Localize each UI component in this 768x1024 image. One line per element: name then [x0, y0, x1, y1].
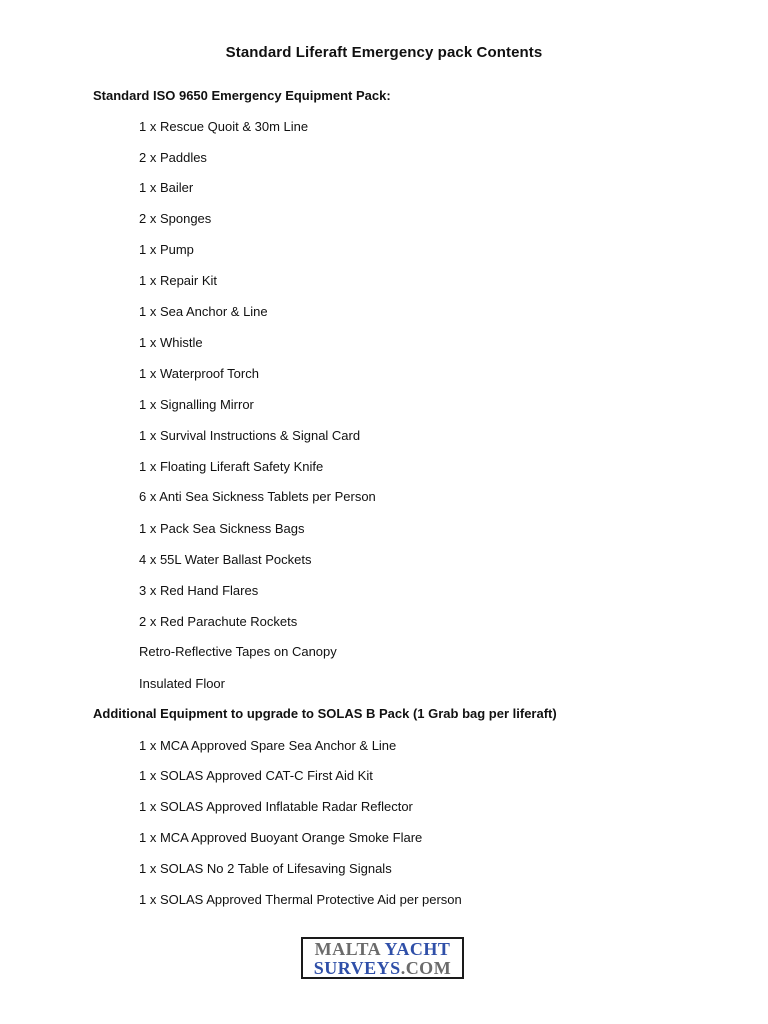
list-item: 1 x Waterproof Torch	[139, 366, 259, 381]
list-item: 4 x 55L Water Ballast Pockets	[139, 552, 312, 567]
list-item: Insulated Floor	[139, 676, 225, 691]
list-item: 1 x MCA Approved Buoyant Orange Smoke Flare	[139, 830, 423, 845]
list-item: Retro-Reflective Tapes on Canopy	[139, 644, 337, 659]
page-title: Standard Liferaft Emergency pack Contents	[225, 44, 543, 61]
list-item: 1 x SOLAS Approved Thermal Protective Aid per person	[139, 892, 462, 907]
logo-line-2	[303, 959, 462, 978]
list-item: 1 x Survival Instructions & Signal Card	[139, 428, 361, 443]
list-item: 1 x Signalling Mirror	[139, 397, 254, 412]
list-item: 1 x Pack Sea Sickness Bags	[139, 521, 305, 536]
list-item: 1 x MCA Approved Spare Sea Anchor & Line	[139, 738, 397, 753]
list-item: 1 x Repair Kit	[139, 273, 218, 288]
logo-line-1	[303, 940, 462, 959]
section-heading-solas: Additional Equipment to upgrade to SOLAS B Pack (1 Grab bag per liferaft)	[93, 706, 557, 721]
list-item: 1 x Whistle	[139, 335, 203, 350]
list-item: 1 x SOLAS Approved Inflatable Radar Reflector	[139, 799, 413, 814]
malta-yacht-surveys-logo	[301, 937, 464, 979]
list-item: 3 x Red Hand Flares	[139, 583, 259, 598]
list-item: 1 x Bailer	[139, 180, 194, 195]
list-item: 2 x Sponges	[139, 211, 212, 226]
logo-text-yacht: YACHT	[384, 939, 451, 959]
list-item: 2 x Paddles	[139, 150, 207, 165]
list-item: 6 x Anti Sea Sickness Tablets per Person	[139, 489, 376, 504]
logo-text-malta: MALTA	[314, 939, 385, 959]
list-item: 2 x Red Parachute Rockets	[139, 614, 298, 629]
list-item: 1 x SOLAS No 2 Table of Lifesaving Signals	[139, 861, 392, 876]
section-heading-iso: Standard ISO 9650 Emergency Equipment Pack:	[93, 88, 391, 103]
list-item: 1 x Pump	[139, 242, 194, 257]
list-item: 1 x Sea Anchor & Line	[139, 304, 268, 319]
logo-text-surveys: SURVEYS	[313, 958, 401, 978]
list-item: 1 x SOLAS Approved CAT-C First Aid Kit	[139, 768, 373, 783]
list-item: 1 x Floating Liferaft Safety Knife	[139, 459, 324, 474]
logo-text-com: .COM	[400, 958, 452, 978]
list-item: 1 x Rescue Quoit & 30m Line	[139, 119, 309, 134]
